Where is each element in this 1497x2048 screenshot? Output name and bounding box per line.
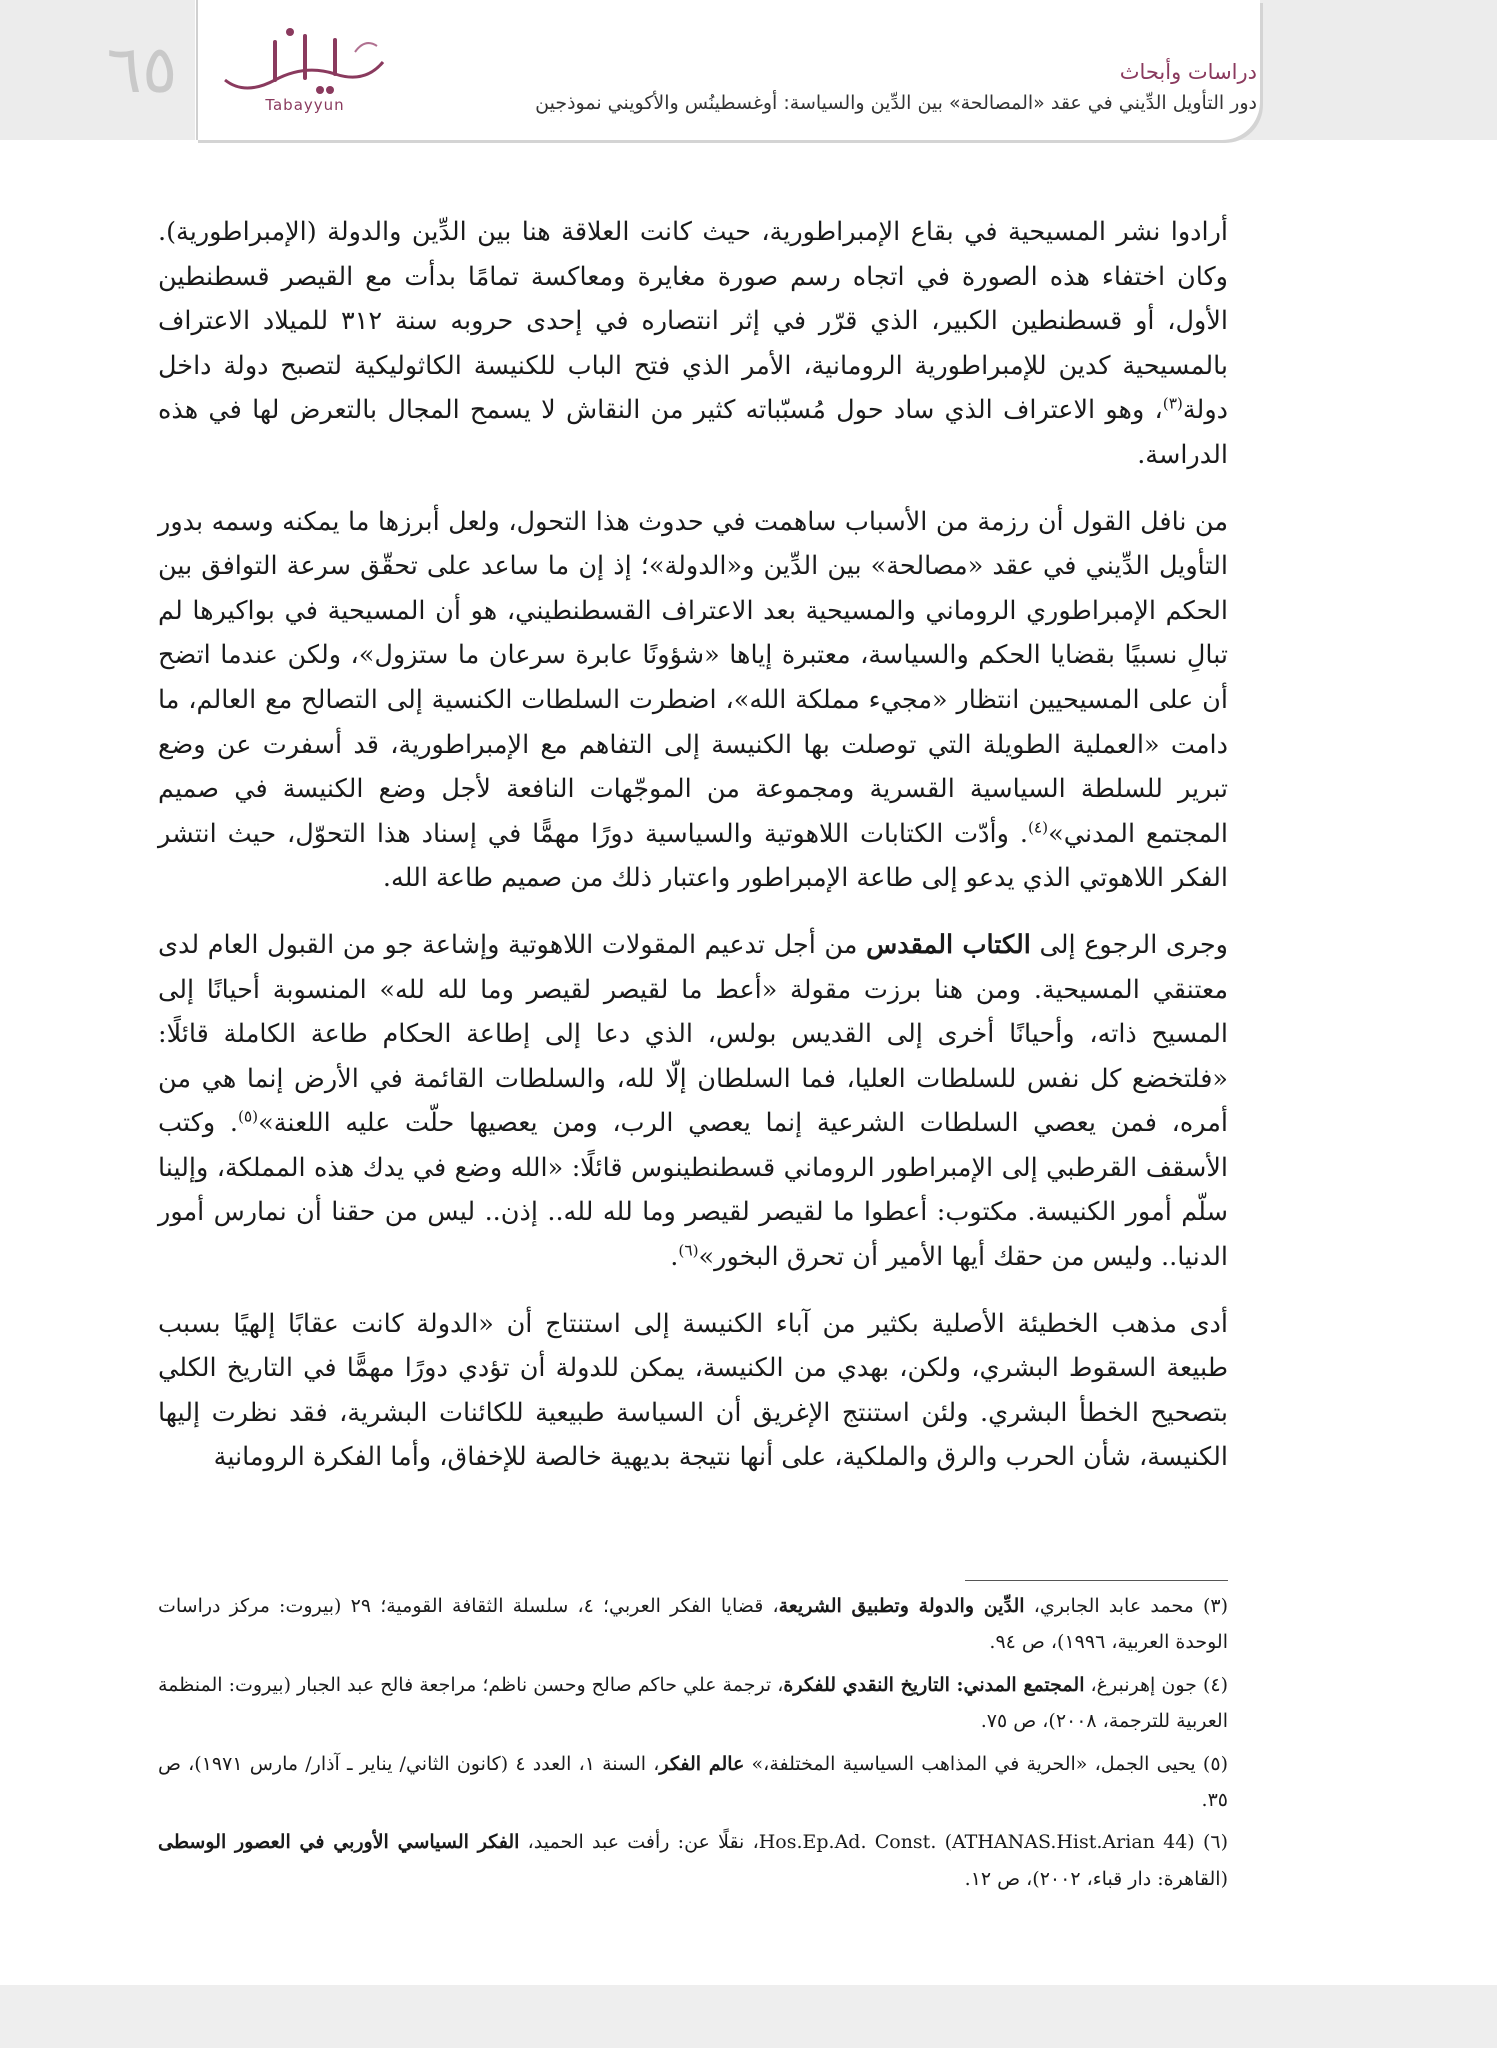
section-title: دراسات وأبحاث	[1119, 60, 1257, 84]
running-title: دور التأويل الدِّيني في عقد «المصالحة» بين الدِّين والسياسة: أوغسطينُس والأكويني نموذجين	[535, 92, 1257, 114]
header-divider	[196, 0, 198, 140]
paragraph-4: أدى مذهب الخطيئة الأصلية بكثير من آباء الكنيسة إلى استنتاج أن «الدولة كانت عقابًا إلهيًا بسبب طبيعة السقوط البشري، ولكن، بهدي من الكنيسة، يمكن للدولة أن تؤدي دورًا مهمًّا في التاريخ الكلي بتصحيح الخطأ البشري. ولئن استنتج الإغريق أن السياسة طبيعية للكائنات البشرية، فقد نظرت إليها الكنيسة، شأن الحرب والرق والملكية، على أنها نتيجة بديهية خالصة للإخفاق، وأما الفكرة الرومانية	[158, 1308, 1228, 1473]
footnote-3: (٣) محمد عابد الجابري، الدِّين والدولة وتطبيق الشريعة، قضايا الفكر العربي؛ ٤، سلسلة الثقافة القومية؛ ٢٩ (بيروت: مركز دراسات الوحدة العربية، ١٩٩٦)، ص ٩٤.	[158, 1595, 1228, 1654]
paragraph-2: من نافل القول أن رزمة من الأسباب ساهمت في حدوث هذا التحول، ولعل أبرزها ما يمكنه وسمه بدور التأويل الدِّيني في عقد «مصالحة» بين الدِّين و«الدولة»؛ إذ إن ما ساعد على تحقّق سرعة التوافق بين الحكم الإمبراطوري الروماني والمسيحية بعد الاعتراف القسطنطيني، هو أن المسيحية في بواكيرها لم تبالِ نسبيًا بقضايا الحكم والسياسة، معتبرة إياها «شؤونًا عابرة سرعان ما ستزول»، ولكن عندما اتضح أن على المسيحيين انتظار «مجيء مملكة الله»، اضطرت السلطات الكنسية إلى التصالح مع العالم، ما دامت «العملية الطويلة التي توصلت بها الكنيسة إلى التفاهم مع الإمبراطورية، قد أسفرت عن وضع تبرير للسلطة السياسية القسرية ومجموعة من الموجّهات النافعة لأجل وضع الكنيسة في صميم المجتمع المدني»$^{(٤)}$. وأدّت الكتابات اللاهوتية والسياسية دورًا مهمًّا في إسناد هذا التحوّل، حيث انتشر الفكر اللاهوتي الذي يدعو إلى طاعة الإمبراطور واعتبار ذلك من صميم طاعة الله.	[158, 506, 1228, 894]
footnote-4: (٤) جون إهرنبرغ، المجتمع المدني: التاريخ النقدي للفكرة، ترجمة علي حاكم صالح وحسن ناظم؛ مراجعة فالح عبد الجبار (بيروت: المنظمة العربية للترجمة، ٢٠٠٨)، ص ٧٥.	[158, 1673, 1229, 1733]
footnote-ref-5[interactable]: (٥)	[237, 1107, 259, 1126]
page-number: ٦٥	[106, 31, 178, 108]
bold-term: الكتاب المقدس	[866, 929, 1031, 960]
footnote-ref-3[interactable]: (٣)	[1162, 394, 1183, 413]
logo-latin: Tabayyun	[265, 96, 345, 114]
article-body	[158, 210, 1228, 1502]
footnote-6: (٦) Hos.Ep.Ad. Const. (ATHANAS.Hist.Arian 44)، نقلًا عن: رأفت عبد الحميد، الفكر السياسي الأوربي في العصور الوسطى (القاهرة: دار قباء، ٢٠٠٢)، ص ١٢.	[158, 1831, 1228, 1890]
paragraph-3: وجرى الرجوع إلى الكتاب المقدس من أجل تدعيم المقولات اللاهوتية وإشاعة جو من القبول العام لدى معتنقي المسيحية. ومن هنا برزت مقولة «أعط ما لقيصر لقيصر وما لله لله» المنسوبة أحيانًا إلى المسيح ذاته، وأحيانًا أخرى إلى القديس بولس، الذي دعا إلى إطاعة الحكام طاعة الكاملة قائلًا: «فلتخضع كل نفس للسلطات العليا، فما السلطان إلّا لله، والسلطات القائمة في الأرض إنما هي من أمره، فمن يعصي السلطات الشرعية إنما يعصي الرب، ومن يعصيها حلّت عليه اللعنة»$^{(٥)}$. وكتب الأسقف القرطبي إلى الإمبراطور الروماني قسطنطينوس قائلًا: «الله وضع في يدك هذه المملكة، وإلينا سلّم أمور الكنيسة. مكتوب: أعطوا ما لقيصر لقيصر وما لله لله.. إذن.. ليس من حقنا أن نمارس أمور الدنيا.. وليس من حقك أيها الأمير أن تحرق البخور»$^{(٦)}$.	[158, 929, 1228, 1273]
footnote-ref-4[interactable]: (٤)	[1027, 818, 1049, 837]
footnote-separator	[965, 1580, 1228, 1581]
paragraph-1: أرادوا نشر المسيحية في بقاع الإمبراطورية، حيث كانت العلاقة هنا بين الدِّين والدولة (الإمبراطورية). وكان اختفاء هذه الصورة في اتجاه رسم صورة مغايرة ومعاكسة تمامًا بدأت مع القيصر قسطنطين الأول، أو قسطنطين الكبير، الذي قرّر في إثر انتصاره في إحدى حروبه سنة ٣١٢ للميلاد الاعتراف بالمسيحية كدين للإمبراطورية الرومانية، الأمر الذي فتح الباب للكنيسة الكاثوليكية لتصبح دولة داخل دولة$^{(٣)}$، وهو الاعتراف الذي ساد حول مُسبّباته كثير من النقاش لا يسمح المجال بالتعرض لها في هذه الدراسة.	[158, 217, 1228, 470]
footnote-ref-6[interactable]: (٦)	[678, 1241, 699, 1260]
bottom-band	[0, 1985, 1497, 2048]
tabayyun-logo	[215, 22, 395, 132]
footnote-5: (٥) يحيى الجمل، «الحرية في المذاهب السياسية المختلفة،» عالم الفكر، السنة ١، العدد ٤ (كانون الثاني/ يناير ـ آذار/ مارس ١٩٧١)، ص ٣٥.	[158, 1752, 1228, 1812]
footnotes	[158, 1588, 1228, 1903]
tabayyun-logo-mark	[215, 22, 395, 102]
